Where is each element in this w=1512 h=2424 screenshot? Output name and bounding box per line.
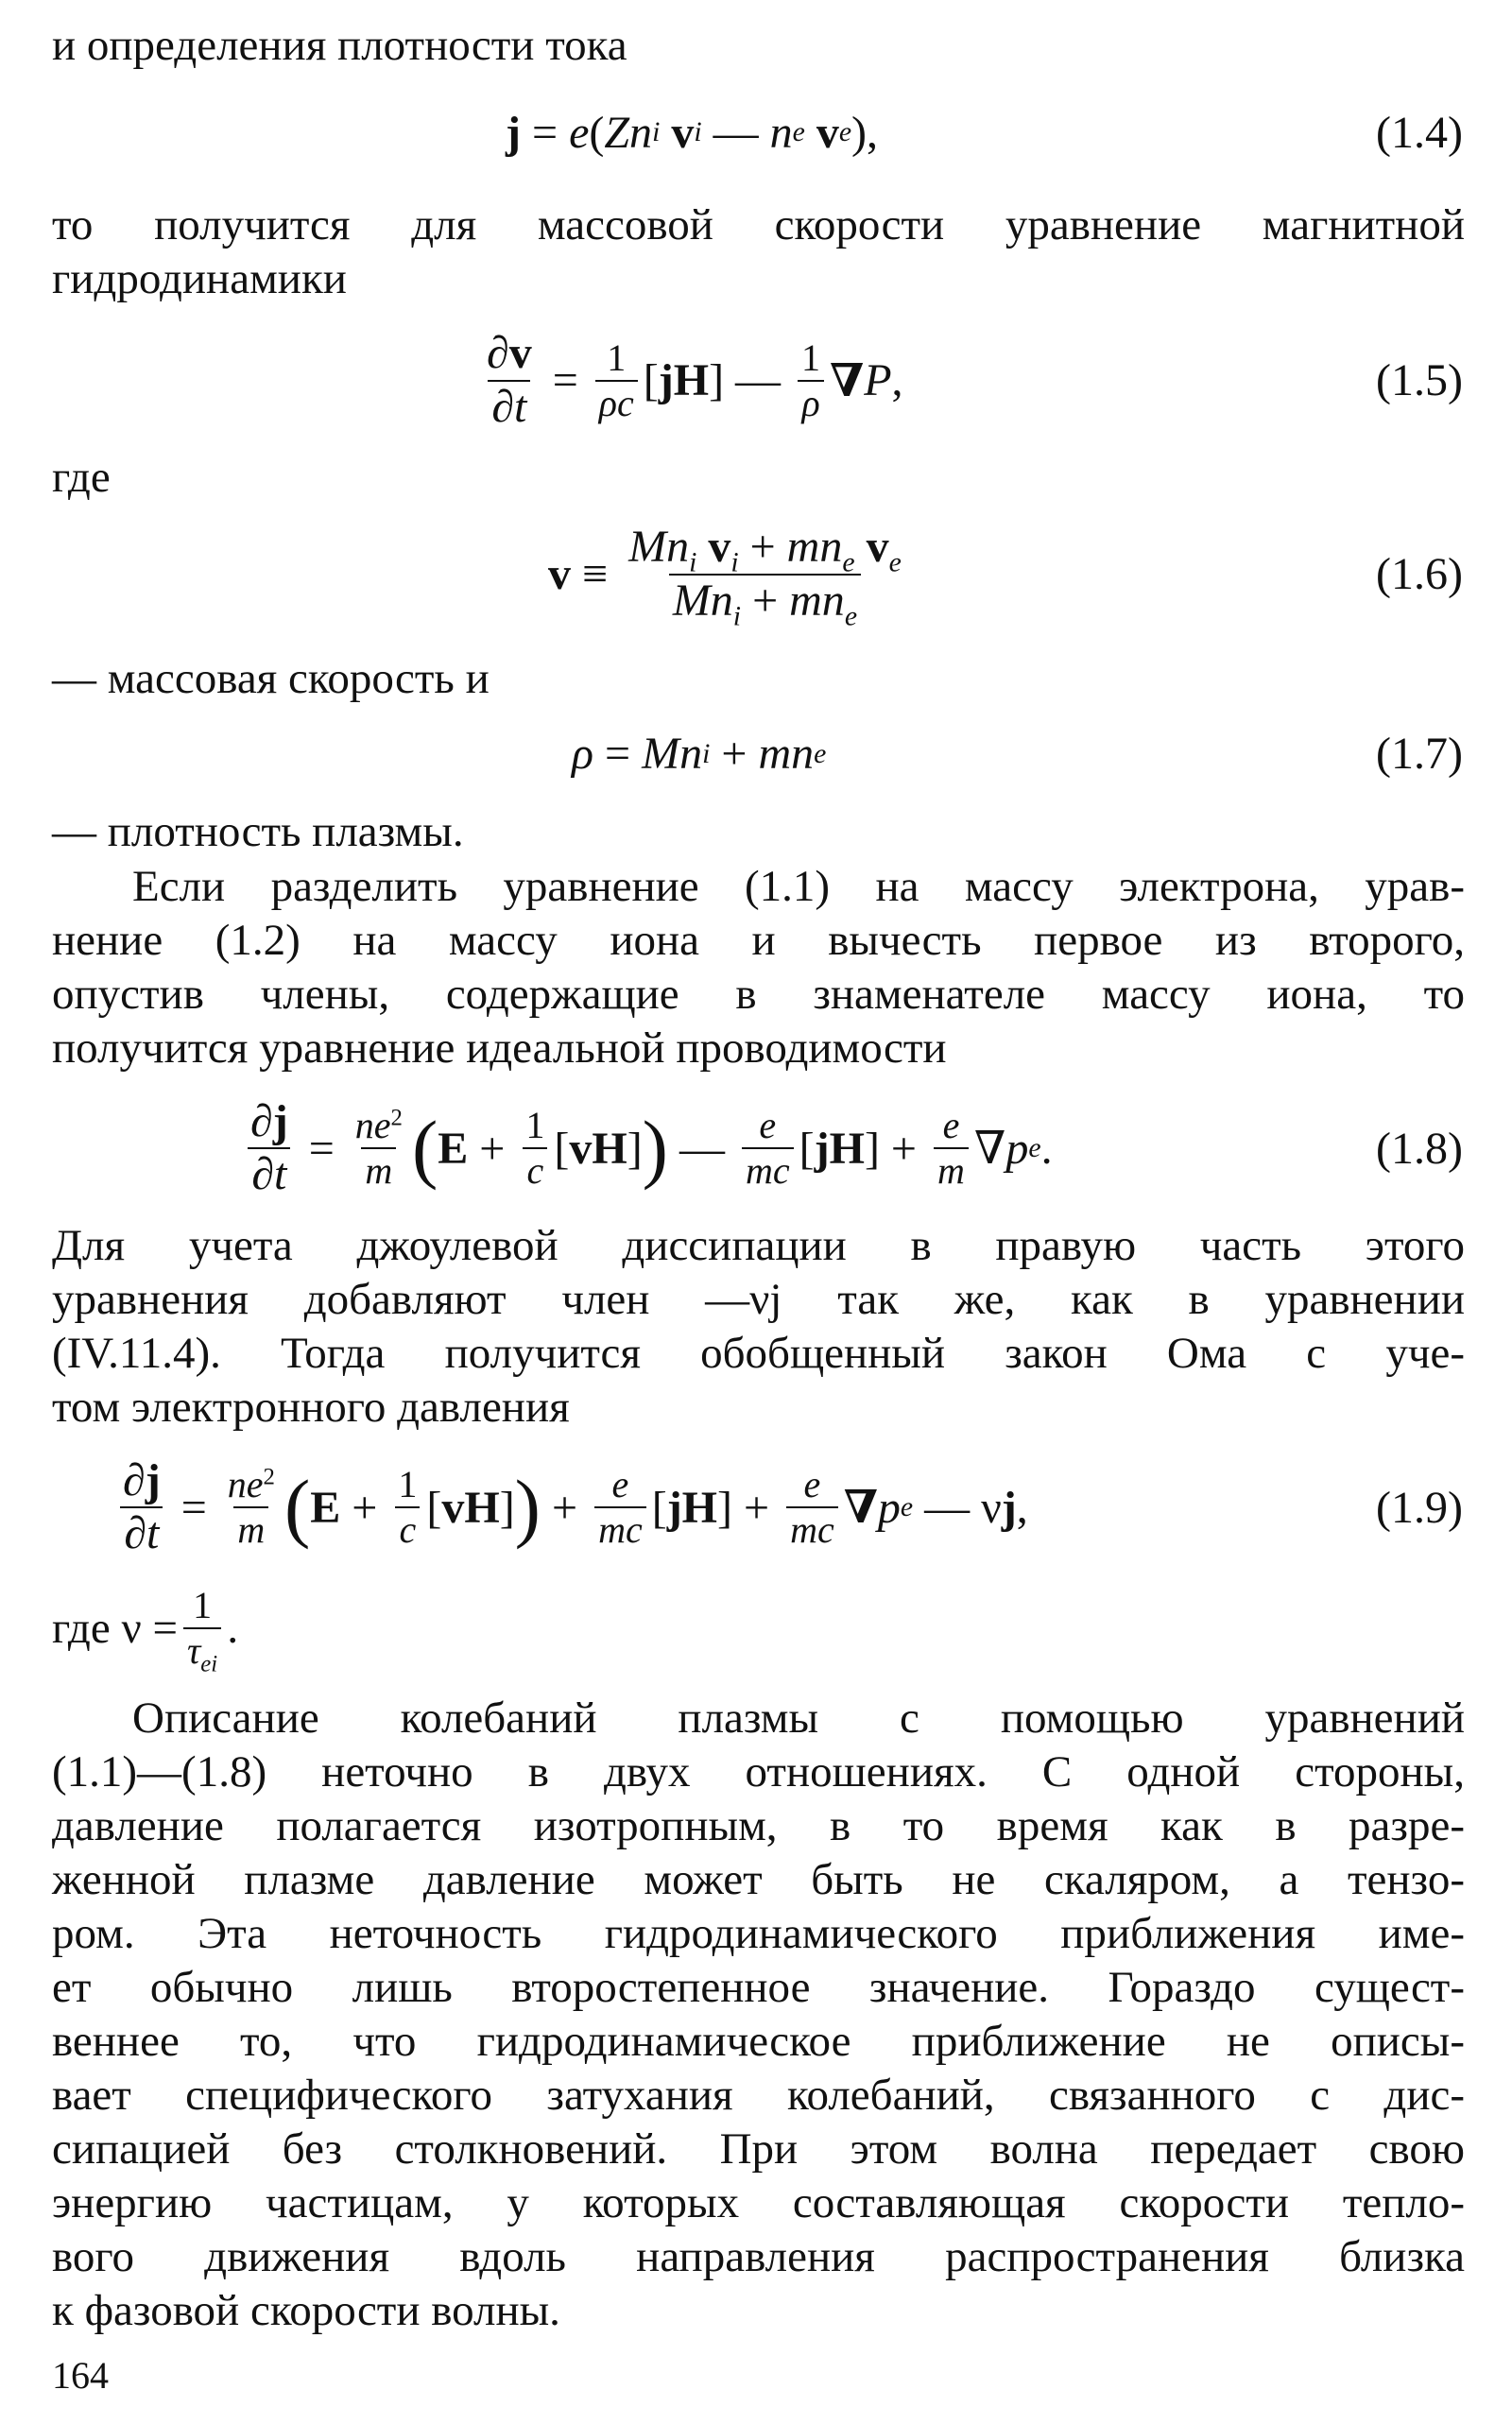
equation-body: $\frac{\partial v}{\partial t}$ = $\frac{1}{\rho c}$ [ jH ] — $\frac{1}{\rho}$ ∇ P , (487, 328, 903, 432)
text-line: сипацией без столкновений. При этом волна передает свою (52, 2124, 1465, 2174)
equation-body: j = e ( Zn i v i — n e v e ), (506, 107, 879, 158)
text-line: том электронного давления (52, 1383, 570, 1432)
equation-body: $\frac{\partial j}{\partial t}$ = $\frac{ne^2}{m}$ ( E + $\frac{1}{c}$ [ vH ] ) + $\frac{e}{mc}$ [ jH ] + $\frac{e}{mc}$ ∇ p e — ν j , (113, 1446, 1028, 1569)
text-line: — плотность плазмы. (52, 807, 464, 856)
equation-1-9 (0, 1446, 1512, 1569)
equation-number: (1.4) (1376, 107, 1463, 158)
text-line: то получится для массовой скорости уравнение магнитной (52, 200, 1465, 249)
text-line: опустив члены, содержащие в знаменателе массу иона, то (52, 970, 1465, 1019)
nu-definition (52, 1573, 619, 1682)
text-line: давление полагается изотропным, в то время как в разре- (52, 1801, 1465, 1850)
equation-1-8 (0, 1087, 1512, 1210)
text-line: нение (1.2) на массу иона и вычесть первое из второго, (52, 916, 1465, 965)
where-nu-label: где ν = (52, 1603, 178, 1653)
text-line: — массовая скорость и (52, 654, 490, 703)
equation-number: (1.9) (1376, 1482, 1463, 1533)
text-line: где (52, 453, 111, 502)
text-line: ет обычно лишь второстепенное значение. Гораздо сущест- (52, 1963, 1465, 2012)
equation-body: $\frac{\partial j}{\partial t}$ = $\frac{ne^2}{m}$ ( E + $\frac{1}{c}$ [ vH ] ) — $\frac{e}{mc}$ [ jH ] + $\frac{e}{m}$ ∇ p e . (241, 1087, 1053, 1210)
text-line: гидродинамики (52, 254, 347, 303)
text-line: (IV.11.4). Тогда получится обобщенный закон Ома с уче- (52, 1329, 1465, 1378)
text-line: вает специфического затухания колебаний, связанного с дис- (52, 2071, 1465, 2120)
text-line: к фазовой скорости волны. (52, 2286, 560, 2335)
text-line: и определения плотности тока (52, 21, 627, 70)
text-line: веннее то, что гидродинамическое приближение не описы- (52, 2017, 1465, 2066)
page-number: 164 (52, 2354, 109, 2397)
text-line: получится уравнение идеальной проводимости (52, 1023, 947, 1073)
equation-body: ρ = Mn i + mn e (572, 729, 827, 779)
text-line: вого движения вдоль направления распространения близка (52, 2232, 1465, 2281)
equation-1-7 (0, 713, 1512, 794)
equation-body: v ≡ $\frac{Mn_i v_i + mn_e v_e}{Mn_i + mn_e}$ (548, 522, 902, 631)
equation-number: (1.6) (1376, 549, 1463, 599)
equation-number: (1.5) (1376, 355, 1463, 405)
equation-number: (1.8) (1376, 1123, 1463, 1174)
equation-body: где ν = $\frac{1}{\tau_{ei}}$ . (52, 1583, 239, 1677)
text-line: Если разделить уравнение (1.1) на массу электрона, урав- (132, 862, 1465, 911)
equation-1-6 (0, 506, 1512, 643)
text-line: Описание колебаний плазмы с помощью уравнений (132, 1693, 1465, 1743)
text-line: (1.1)—(1.8) неточно в двух отношениях. С одной стороны, (52, 1747, 1465, 1797)
text-line: ром. Эта неточность гидродинамического приближения име- (52, 1909, 1465, 1958)
text-line: уравнения добавляют член —νj так же, как в уравнении (52, 1275, 1465, 1324)
equation-1-5 (0, 321, 1512, 439)
text-line: энергию частицам, у которых составляющая скорости тепло- (52, 2178, 1465, 2227)
equation-number: (1.7) (1376, 729, 1463, 779)
text-line: Для учета джоулевой диссипации в правую часть этого (52, 1221, 1465, 1270)
text-line: женной плазме давление может быть не скаляром, а тензо- (52, 1855, 1465, 1904)
equation-1-4 (0, 90, 1512, 175)
